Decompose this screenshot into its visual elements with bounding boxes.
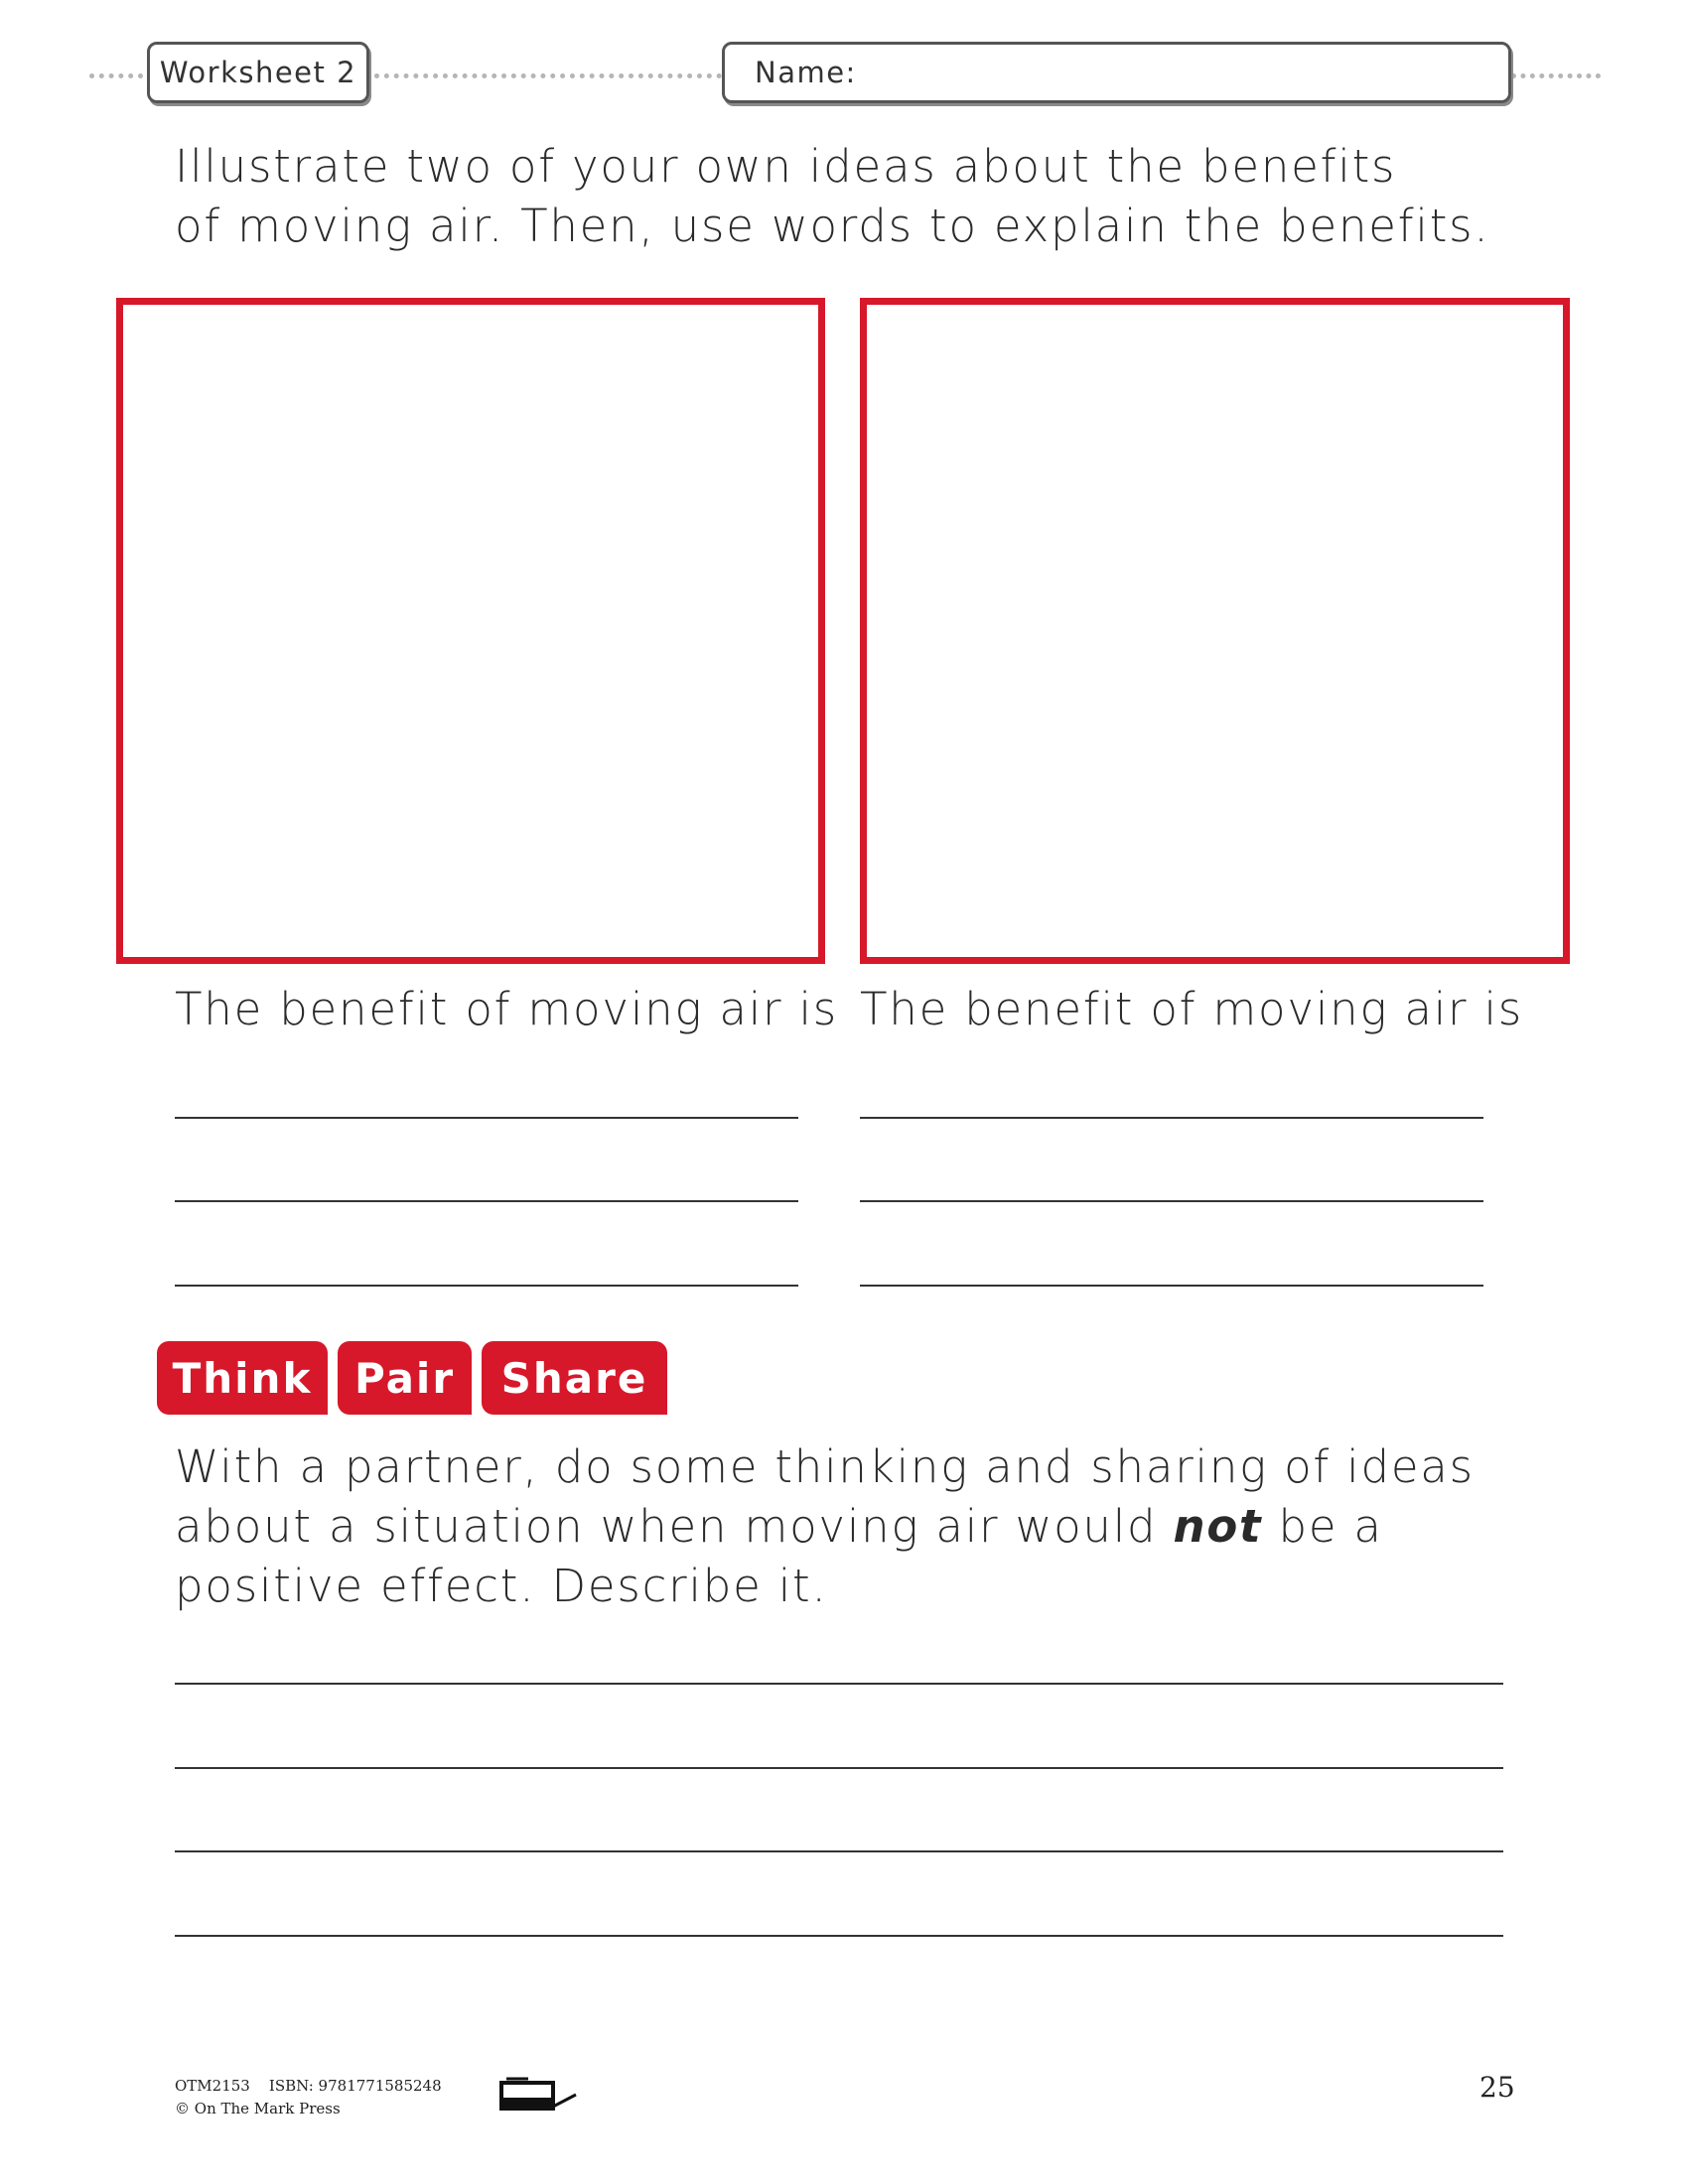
tps-prompt-line-2-after: be a <box>1262 1500 1383 1553</box>
panel-1-answer-line[interactable] <box>175 1117 798 1119</box>
illustration-box-2[interactable] <box>860 298 1570 964</box>
page-number: 25 <box>1479 2071 1515 2104</box>
response-line[interactable] <box>175 1767 1503 1769</box>
think-tab-label: Think <box>172 1353 313 1403</box>
header-dotted-rule-middle <box>374 73 722 78</box>
footer-product-code: OTM2153 <box>175 2077 250 2095</box>
tps-prompt-line-3: positive effect. Describe it. <box>175 1560 828 1612</box>
share-tab-label: Share <box>500 1353 648 1403</box>
footer-publisher: © On The Mark Press <box>175 2100 341 2117</box>
illustration-box-1[interactable] <box>116 298 825 964</box>
share-tab <box>482 1341 667 1415</box>
tps-prompt-emphasis: not <box>1173 1500 1263 1553</box>
response-line[interactable] <box>175 1683 1503 1685</box>
panel-2-sentence-stem: The benefit of moving air is <box>860 983 1523 1035</box>
pair-tab <box>338 1341 472 1415</box>
tps-prompt-line-2-before: about a situation when moving air would <box>175 1500 1174 1553</box>
panel-1-sentence-stem: The benefit of moving air is <box>175 983 838 1035</box>
name-label: Name: <box>755 56 857 89</box>
footer-codes <box>175 2077 442 2095</box>
instructions <box>175 137 1490 256</box>
think-tab <box>157 1341 328 1415</box>
publisher-logo-icon <box>498 2073 578 2113</box>
worksheet-label-box <box>147 42 369 103</box>
header-dotted-rule-left <box>89 73 143 78</box>
pair-tab-label: Pair <box>353 1353 456 1403</box>
footer-isbn: ISBN: 9781771585248 <box>268 2077 442 2095</box>
instructions-line-2: of moving air. Then, use words to explain the benefits. <box>175 200 1490 252</box>
header-dotted-rule-right <box>1511 73 1601 78</box>
panel-1-answer-line[interactable] <box>175 1200 798 1202</box>
worksheet-label: Worksheet 2 <box>159 56 357 89</box>
panel-2-answer-line[interactable] <box>860 1117 1483 1119</box>
panel-2-answer-line[interactable] <box>860 1200 1483 1202</box>
tps-prompt-line-1: With a partner, do some thinking and sharing of ideas <box>175 1440 1475 1493</box>
panel-1-answer-line[interactable] <box>175 1285 798 1287</box>
name-field[interactable] <box>722 42 1511 103</box>
response-line[interactable] <box>175 1935 1503 1937</box>
response-line[interactable] <box>175 1850 1503 1852</box>
instructions-line-1: Illustrate two of your own ideas about the benefits <box>175 140 1397 193</box>
panel-2-answer-line[interactable] <box>860 1285 1483 1287</box>
think-pair-share-prompt <box>175 1437 1475 1616</box>
